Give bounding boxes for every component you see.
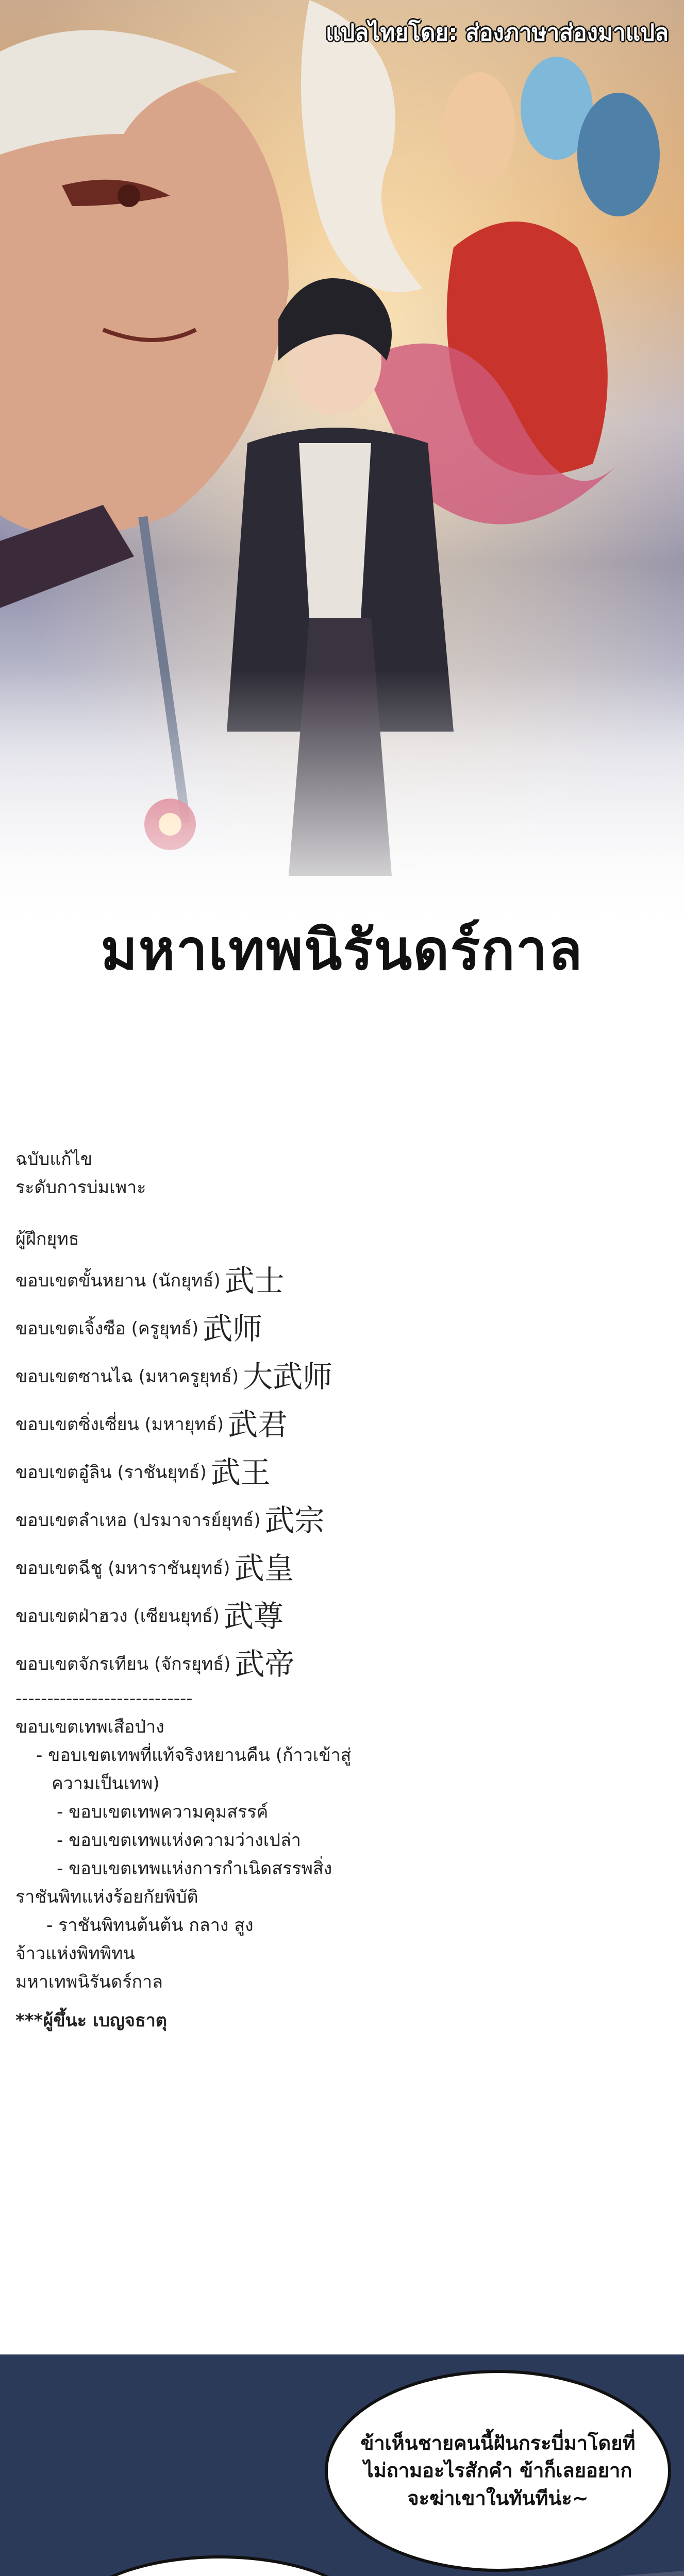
rank-thai: ขอบเขตขั้นหยาน (นักยุทธ์) xyxy=(15,1270,221,1292)
cultivation-info xyxy=(15,1149,634,2039)
rank-thai: ขอบเขตฝ่าฮวง (เซียนยุทธ์) xyxy=(15,1606,220,1627)
cover-illustration xyxy=(0,0,684,938)
rank-row xyxy=(15,1257,634,1305)
rank-thai: ขอบเขตซิ่งเซี่ยน (มหายุทธ์) xyxy=(15,1414,224,1435)
rank-row xyxy=(15,1449,634,1497)
info-line: ความเป็นเทพ) xyxy=(52,1773,160,1794)
footnote: ***ผู้ขึ้นะ เบญจธาตุ xyxy=(15,2010,167,2031)
rank-chinese: 大武师 xyxy=(243,1359,333,1394)
rank-chinese: 武君 xyxy=(228,1406,288,1442)
rank-row xyxy=(15,1592,634,1640)
info-line: มหาเทพนิรันดร์กาล xyxy=(15,1972,163,1992)
info-line: - ขอบเขตเทพแห่งการกำเนิดสรรพสิ่ง xyxy=(57,1858,332,1879)
manga-panel xyxy=(0,2354,684,2576)
rank-thai: ขอบเขตฉีชู (มหาราชันยุทธ์) xyxy=(15,1558,230,1579)
rank-thai: ขอบเขตจักรเทียน (จักรยุทธ์) xyxy=(15,1654,231,1675)
rank-chinese: 武皇 xyxy=(234,1550,294,1586)
info-line: ระดับการบ่มเพาะ xyxy=(15,1177,146,1198)
rank-row xyxy=(15,1545,634,1592)
bubble-1-line: จะฆ่าเขาในทันทีน่ะ~ xyxy=(407,2486,589,2510)
translator-credit: แปลไทยโดย: ส่องภาษาส่องมาแปล xyxy=(326,20,669,46)
rank-thai: ขอบเขตอู๋ลิน (ราชันยุทธ์) xyxy=(15,1462,207,1483)
bubble-1-line: ไม่ถามอะไรสักคำ ข้าก็เลยอยาก xyxy=(363,2459,632,2482)
rank-row xyxy=(15,1497,634,1545)
rank-thai: ขอบเขตซานไฉ (มหาครูยุทธ์) xyxy=(15,1366,239,1387)
series-title: มหาเทพนิรันดร์กาล xyxy=(101,918,583,982)
bubble-1-line: ข้าเห็นชายคนนี้ฝันกระบี่มาโดยที่ xyxy=(360,2432,636,2455)
info-line: ฉบับแก้ไข xyxy=(15,1149,93,1170)
rank-chinese: 武尊 xyxy=(223,1598,283,1634)
rank-row xyxy=(15,1305,634,1353)
speech-bubble-1 xyxy=(325,2370,671,2572)
info-line: - ขอบเขตเทพแห่งความว่างเปล่า xyxy=(57,1830,301,1851)
ranks-heading: ผู้ฝึกยุทธ xyxy=(15,1229,79,1249)
cover-artwork xyxy=(0,0,684,938)
rank-row xyxy=(15,1353,634,1401)
rank-chinese: 武帝 xyxy=(235,1646,295,1682)
info-line: ราชันพิทแห่งร้อยกัยพิบัติ xyxy=(15,1887,198,1907)
info-line: จ้าวแห่งพิทพิทน xyxy=(15,1943,135,1964)
rank-row xyxy=(15,1640,634,1688)
info-line: - ขอบเขตเทพที่แท้จริงหยานคืน (ก้าวเข้าสู่ xyxy=(36,1745,352,1766)
info-line: - ขอบเขตเทพความคุมสรรค์ xyxy=(57,1802,269,1822)
rank-chinese: 武士 xyxy=(224,1263,285,1298)
info-line: ขอบเขตเทพเสือป่าง xyxy=(15,1717,164,1737)
rank-chinese: 武王 xyxy=(210,1454,271,1490)
rank-thai: ขอบเขตลำเหอ (ปรมาจารย์ยุทธ์) xyxy=(15,1510,261,1531)
divider: ---------------------------- xyxy=(15,1688,193,1709)
rank-thai: ขอบเขตเจิ้งซือ (ครูยุทธ์) xyxy=(15,1318,199,1340)
rank-row xyxy=(15,1401,634,1449)
rank-chinese: 武宗 xyxy=(264,1502,325,1538)
info-line: - ราชันพิทนต้นต้น กลาง สูง xyxy=(46,1915,254,1936)
rank-chinese: 武师 xyxy=(203,1311,263,1346)
